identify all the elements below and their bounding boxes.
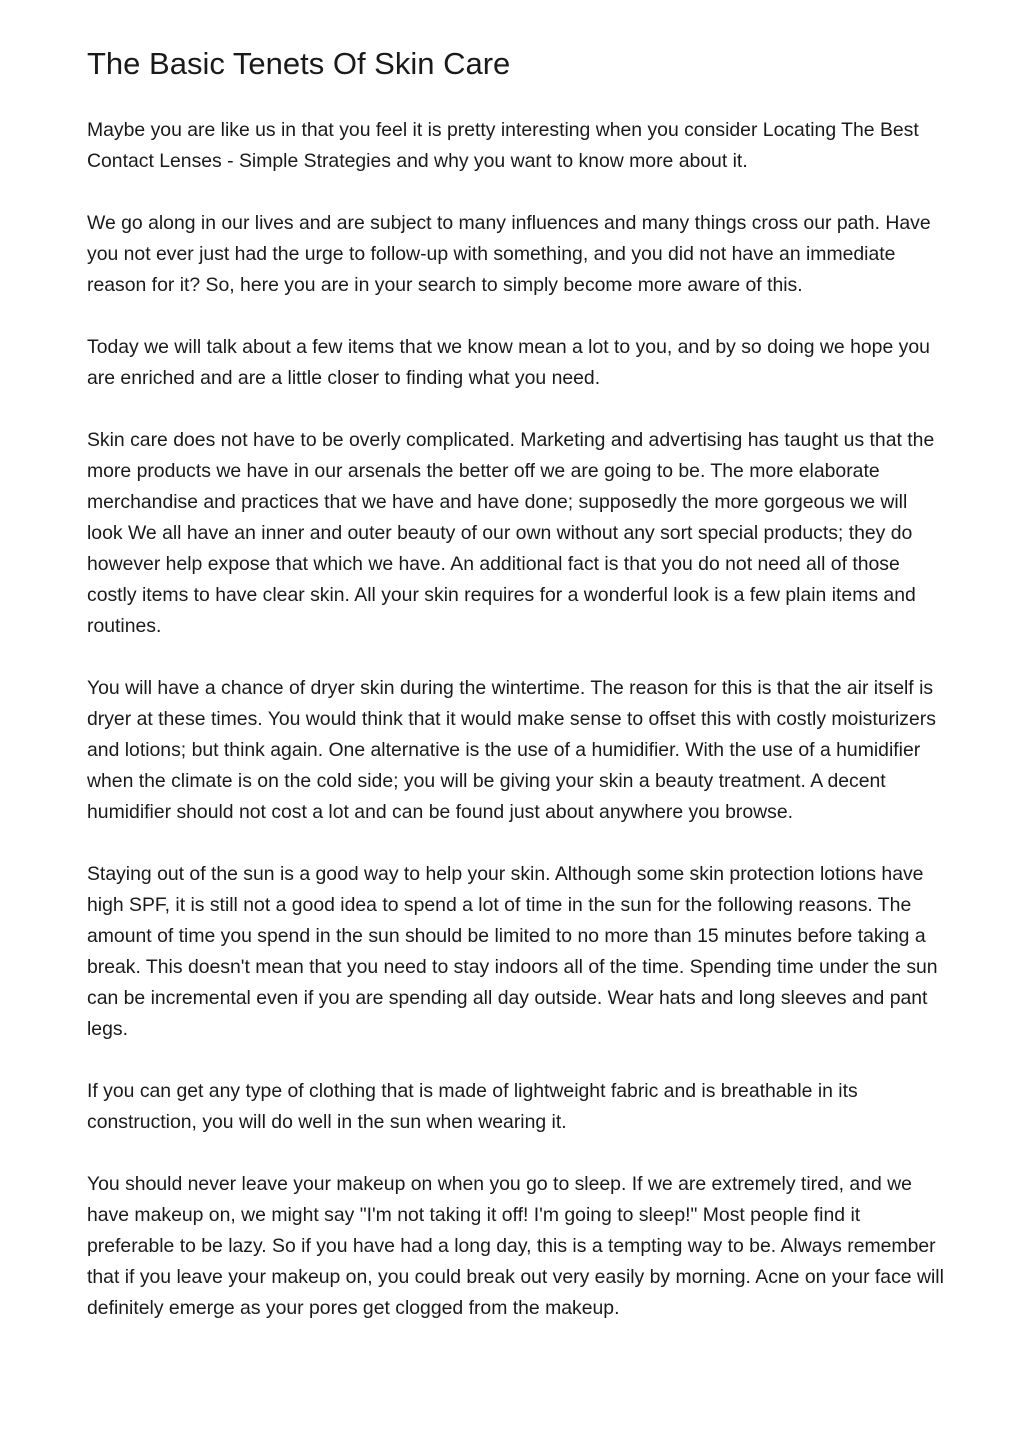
document-page [87,42,947,1324]
document-title: The Basic Tenets Of Skin Care [87,46,511,81]
paragraph-influences: We go along in our lives and are subject to many influences and many things cross our path. Have you not ever just had the urge to follow-up with something, and you did not have an immediate reason for it? So, here you are in your search to simply become more aware of this. [87,212,931,296]
paragraph-skin-care: Skin care does not have to be overly complicated. Marketing and advertising has taught us that the more products we have in our arsenals the better off we are going to be. The more elaborate merchandise and practices that we have and have done; supposedly the more gorgeous we will look We all have an inner and outer beauty of our own without any sort special products; they do however help expose that which we have. An additional fact is that you do not need all of those costly items to have clear skin. All your skin requires for a wonderful look is a few plain items and routines. [87,429,935,637]
paragraph-sun: Staying out of the sun is a good way to help your skin. Although some skin protection lotions have high SPF, it is still not a good idea to spend a lot of time in the sun for the following reasons. The amount of time you spend in the sun should be limited to no more than 15 minutes before taking a break. This doesn't mean that you need to stay indoors all of the time. Spending time under the sun can be incremental even if you are spending all day outside. Wear hats and long sleeves and pant legs. [87,863,938,1040]
paragraph-dry-skin: You will have a chance of dryer skin during the wintertime. The reason for this is that the air itself is dryer at these times. You would think that it would make sense to offset this with costly moisturizers and lotions; but think again. One alternative is the use of a humidifier. With the use of a humidifier when the climate is on the cold side; you will be giving your skin a beauty treatment. A decent humidifier should not cost a lot and can be found just about anywhere you browse. [87,677,936,823]
paragraph-makeup: You should never leave your makeup on when you go to sleep. If we are extremely tired, and we have makeup on, we might say "I'm not taking it off! I'm going to sleep!" Most people find it preferable to be lazy. So if you have had a long day, this is a tempting way to be. Always remember that if you leave your makeup on, you could break out very easily by morning. Acne on your face will definitely emerge as your pores get clogged from the makeup. [87,1173,944,1319]
paragraph-today: Today we will talk about a few items that we know mean a lot to you, and by so doing we hope you are enriched and are a little closer to finding what you need. [87,336,930,389]
paragraph-clothing: If you can get any type of clothing that is made of lightweight fabric and is breathable in its construction, you will do well in the sun when wearing it. [87,1080,858,1133]
paragraph-intro: Maybe you are like us in that you feel it is pretty interesting when you consider Locating The Best Contact Lenses - Simple Strategies and why you want to know more about it. [87,119,919,172]
